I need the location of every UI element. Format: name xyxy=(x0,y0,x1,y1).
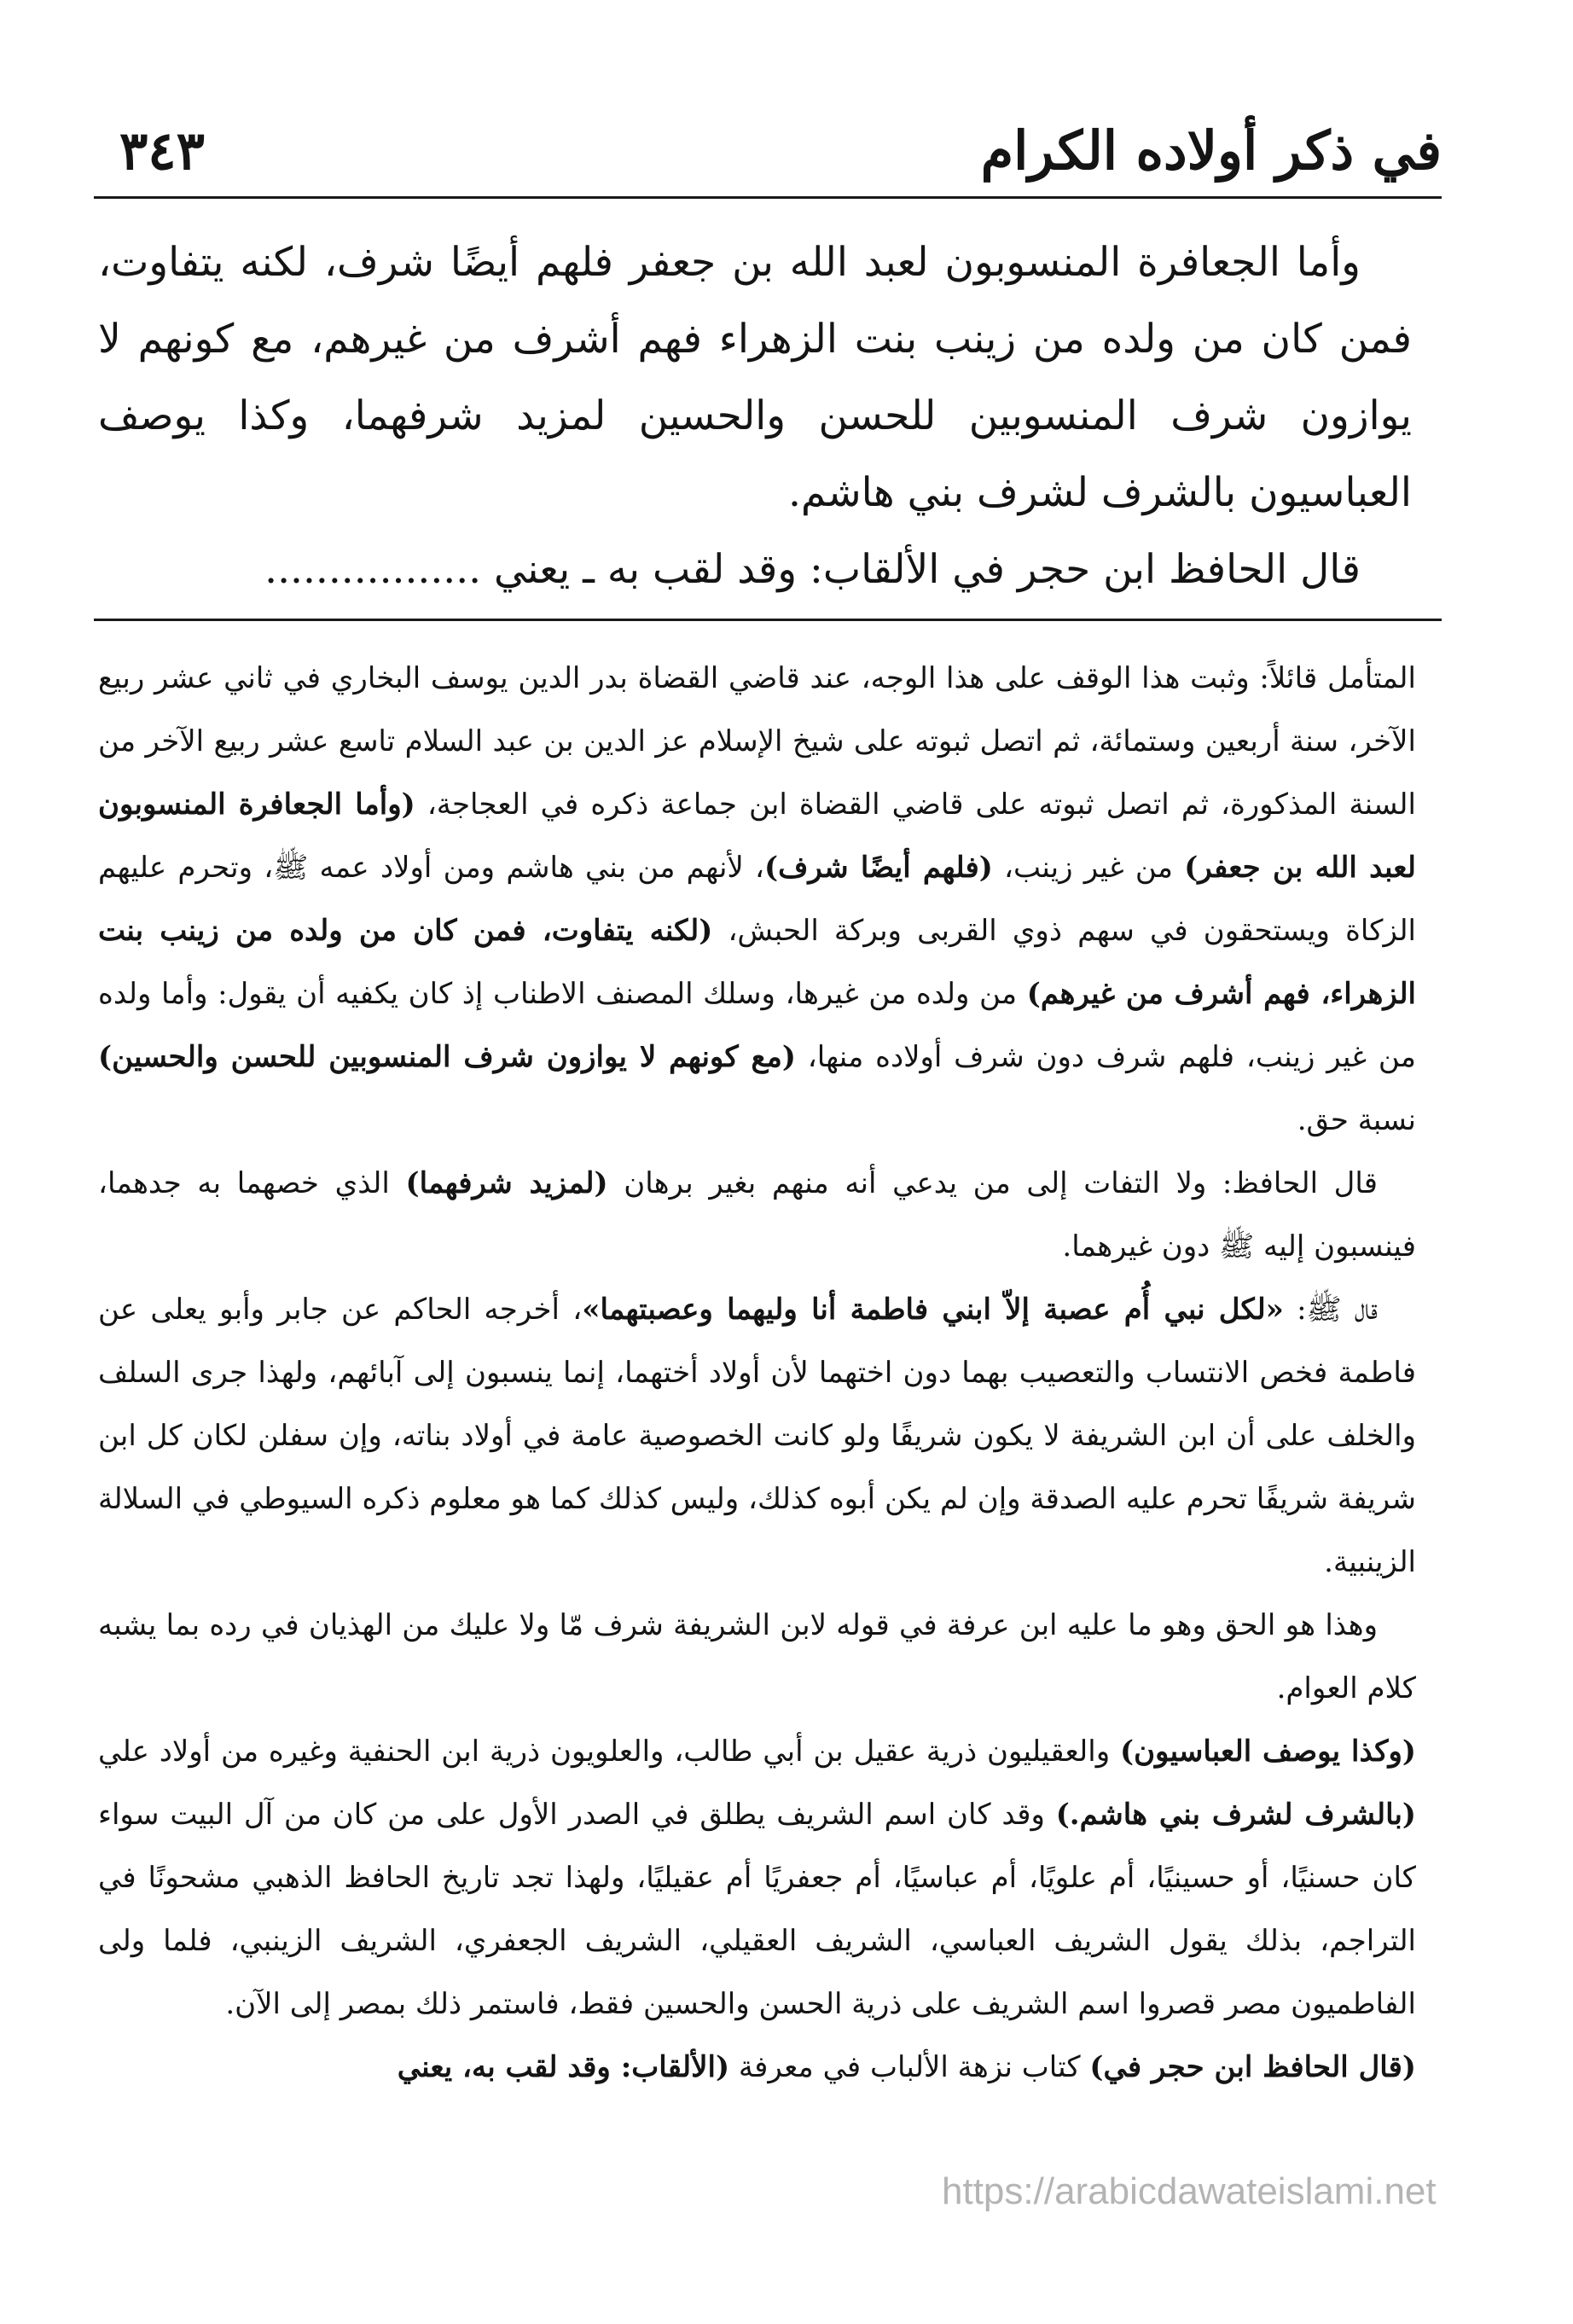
commentary-span: من ولده من غيرها، وسلك المصنف الاطناب إذ كان يكفيه أن يقول: وأما ولده من غير زينب، فلهم شرف دون شرف أولاده منها، xyxy=(98,977,1416,1074)
chapter-title: في ذكر أولاده الكرام xyxy=(980,119,1442,182)
commentary-span: الذي خصهما به جدهما، فينسبون إليه ﷺ دون غيرهما. xyxy=(98,1166,1416,1264)
main-text-last-line: قال الحافظ ابن حجر في الألقاب: وقد لقب به ـ يعني ................. xyxy=(264,546,1361,593)
commentary-span: المتأمل قائلاً: وثبت هذا الوقف على هذا الوجه، عند قاضي القضاة بدر الدين يوسف البخاري في ثاني عشر ربيع الآخر، سنة أربعين وستمائة، ثم اتصل ثبوته على شيخ الإسلام عز الدين بن عبد السلام تاسع عشر ربيع الآخر من السنة المذكورة، ثم اتصل ثبوته على قاضي القضاة ابن جماعة ذكره في العجاجة، xyxy=(98,661,1416,822)
book-page xyxy=(94,102,1442,2286)
page-header xyxy=(94,102,1442,188)
quoted-matn-text: (وأما الجعافرة المنسوبون لعبد الله بن جعفر) xyxy=(98,787,1416,885)
quoted-matn-text: (مع كونهم لا يوازون شرف المنسوبين للحسن والحسين) xyxy=(98,1040,796,1074)
commentary-text xyxy=(94,621,1442,2099)
commentary-paragraph xyxy=(98,2036,1416,2099)
commentary-span: وقد كان اسم الشريف يطلق في الصدر الأول على من كان من آل البيت سواء كان حسنيًا، أو حسينيًا، أم علويًا، أم عباسيًا، أم جعفريًا أم عقيليًا، ولهذا تجد تاريخ الحافظ الذهبي مشحونًا في التراجم، بذلك يقول الشريف العباسي، الشريف العقيلي، الشريف الجعفري، الشريف الزينبي، فلما ولى الفاطميون مصر قصروا اسم الشريف على ذرية الحسن والحسين فقط، فاستمر ذلك بمصر إلى الآن. xyxy=(98,1798,1416,2021)
commentary-paragraph xyxy=(98,647,1416,1152)
quoted-matn-text: (قال الحافظ ابن حجر في) xyxy=(1089,2050,1416,2084)
quoted-matn-text: (فلهم أيضًا شرف) xyxy=(764,851,993,885)
quoted-matn-text: (لمزيد شرفهما) xyxy=(405,1166,608,1200)
commentary-span: من غير زينب، xyxy=(992,851,1185,885)
quoted-matn-text: (بالشرف لشرف بني هاشم.) xyxy=(1055,1798,1416,1832)
commentary-span: نسبة حق. xyxy=(1297,1103,1416,1137)
commentary-paragraph xyxy=(98,1594,1416,1720)
commentary-span: ، لأنهم من بني هاشم ومن أولاد عمه ﷺ، وتحرم عليهم الزكاة ويستحقون في سهم ذوي القربى وبركة الحبش، xyxy=(98,851,1417,948)
page-number: ٣٤٣ xyxy=(119,119,205,182)
commentary-paragraph xyxy=(98,1278,1416,1594)
commentary-span: قال ﷺ: xyxy=(1283,1293,1378,1327)
commentary-span: وهذا هو الحق وهو ما عليه ابن عرفة في قوله لابن الشريفة شرف مّا ولا عليك من الهذيان في رده بما يشبه كلام العوام. xyxy=(98,1608,1416,1705)
quoted-matn-text: (وكذا يوصف العباسيون) xyxy=(1119,1734,1416,1769)
main-text xyxy=(94,199,1442,619)
quoted-matn-text: (الألقاب: وقد لقب به، يعني xyxy=(397,2050,730,2084)
quoted-matn-text: «لكل نبي أُم عصبة إلاّ ابني فاطمة أنا وليهما وعصبتهما» xyxy=(582,1293,1284,1327)
commentary-paragraph xyxy=(98,1720,1416,2036)
main-text-paragraph: وأما الجعافرة المنسوبون لعبد الله بن جعفر فلهم أيضًا شرف، لكنه يتفاوت، فمن كان من ولده من زينب بنت الزهراء فهم أشرف من غيرهم، مع كونهم لا يوازون شرف المنسوبين للحسن والحسين لمزيد شرفهما، وكذا يوصف العباسيون بالشرف لشرف بني هاشم. xyxy=(98,239,1412,516)
commentary-paragraph xyxy=(98,1152,1416,1278)
commentary-span: ، أخرجه الحاكم عن جابر وأبو يعلى عن فاطمة فخص الانتساب والتعصيب بهما دون اختهما لأن أولاد أختهما، إنما ينسبون إلى آبائهم، ولهذا جرى السلف والخلف على أن ابن الشريفة لا يكون شريفًا ولو كانت الخصوصية عامة في أولاد بناته، وإن سفلن لكان كل ابن شريفة شريفًا تحرم عليه الصدقة وإن لم يكن أبوه كذلك، وليس كذلك كما هو معلوم ذكره السيوطي في السلالة الزينبية. xyxy=(98,1293,1416,1579)
commentary-span: قال الحافظ: ولا التفات إلى من يدعي أنه منهم بغير برهان xyxy=(607,1166,1378,1200)
commentary-span: والعقيليون ذرية عقيل بن أبي طالب، والعلويون ذرية ابن الحنفية وغيره من أولاد علي xyxy=(98,1734,1120,1769)
quoted-matn-text: (لكنه يتفاوت، فمن كان من ولده من زينب بنت الزهراء، فهم أشرف من غيرهم) xyxy=(98,914,1416,1011)
watermark-url: https://arabicdawateislami.net xyxy=(942,2170,1437,2212)
commentary-span: كتاب نزهة الألباب في معرفة xyxy=(729,2050,1090,2084)
